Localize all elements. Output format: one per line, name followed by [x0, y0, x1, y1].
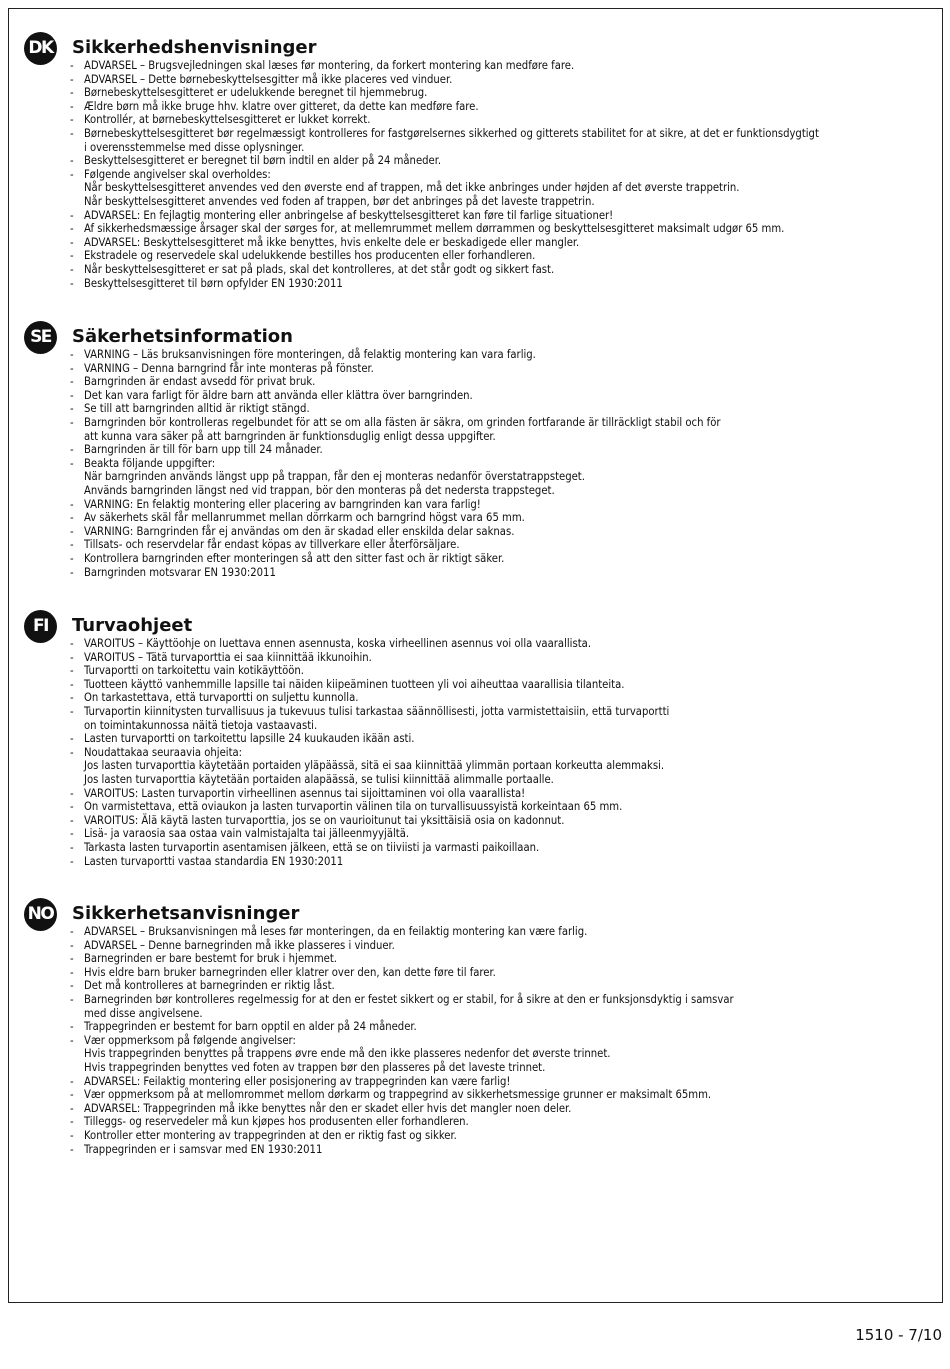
list-item: [24, 416, 929, 430]
list-item: [24, 827, 929, 841]
safety-list: [24, 637, 929, 868]
list-item-text: ADVARSEL: Beskyttelsesgitteret må ikke benyttes, hvis enkelte dele er beskadigede eller mangler.: [84, 235, 580, 249]
section-fi: [24, 610, 929, 868]
list-item: [24, 678, 929, 692]
bullet-dash: -: [70, 551, 74, 565]
list-item-text: Hvis trappegrinden benyttes på trappens øvre ende må den ikke plasseres nedenfor det øverste trinnet.: [84, 1047, 611, 1061]
list-item-text: Jos lasten turvaporttia käytetään portaiden yläpäässä, sitä ei saa kiinnittää ylimmän portaan korkeutta alemmaksi.: [84, 759, 665, 773]
list-item: [24, 664, 929, 678]
safety-list: [24, 925, 929, 1156]
bullet-dash: -: [70, 154, 74, 168]
list-item-text: Trappegrinden er i samsvar med EN 1930:2011: [84, 1142, 323, 1156]
list-item-text: Tarkasta lasten turvaportin asentamisen jälkeen, että se on tiiviisti ja varmasti paikoillaan.: [84, 840, 540, 854]
list-item: [24, 566, 929, 580]
list-item-text: Barngrinden är till för barn upp till 24 månader.: [84, 443, 323, 457]
list-item: [24, 1143, 929, 1157]
list-item: [24, 651, 929, 665]
list-item-text: Används barngrinden längst ned vid trappan, bör den monteras på det nedersta trappsteget.: [84, 483, 555, 497]
list-item: [24, 966, 929, 980]
list-item: [24, 362, 929, 376]
list-item-text: Af sikkerhedsmæssige årsager skal der sørges for, at mellemrummet mellem dørrammen og beskyttelsesgitteret maksimalt udgør 65 mm.: [84, 222, 785, 236]
bullet-dash: -: [70, 786, 74, 800]
bullet-dash: -: [70, 524, 74, 538]
list-item: [24, 525, 929, 539]
list-item-text: VAROITUS – Tätä turvaporttia ei saa kiinnittää ikkunoihin.: [84, 650, 372, 664]
safety-list: [24, 59, 929, 290]
list-item-text: Turvaportti on tarkoitettu vain kotikäyttöön.: [84, 664, 304, 678]
list-item-text: Barngrinden bör kontrolleras regelbundet för att se om alla fästen är säkra, om grinden fortfarande är tillräckligt stabil och för: [84, 415, 721, 429]
bullet-dash: -: [70, 827, 74, 841]
list-item-text: att kunna vara säker på att barngrinden är funktionsduglig enligt dessa uppgifter.: [84, 429, 496, 443]
bullet-dash: -: [70, 565, 74, 579]
list-item-text: Børnebeskyttelsesgitteret bør regelmæssigt kontrolleres for fastgørelsernes sikkerhed og gitterets stabilitet for at sikre, at det er funktionsdygtigt: [84, 126, 819, 140]
list-item-continuation: [24, 141, 929, 155]
list-item: [24, 1102, 929, 1116]
list-item-text: Barnegrinden er bare bestemt for bruk i hjemmet.: [84, 952, 337, 966]
list-item: [24, 73, 929, 87]
bullet-dash: -: [70, 745, 74, 759]
bullet-dash: -: [70, 126, 74, 140]
bullet-dash: -: [70, 691, 74, 705]
list-item: [24, 952, 929, 966]
list-item: [24, 375, 929, 389]
list-item: [24, 538, 929, 552]
list-item: [24, 263, 929, 277]
list-item: [24, 993, 929, 1007]
list-item-text: VARNING – Läs bruksanvisningen före monteringen, då felaktig montering kan vara farlig.: [84, 348, 536, 361]
list-item-text: i overensstemmelse med disse oplysninger.: [84, 140, 305, 154]
bullet-dash: -: [70, 538, 74, 552]
bullet-dash: -: [70, 113, 74, 127]
list-item-text: Kontrollér, at børnebeskyttelsesgitteret er lukket korrekt.: [84, 113, 371, 127]
list-item-continuation: [24, 195, 929, 209]
bullet-dash: -: [70, 1115, 74, 1129]
bullet-dash: -: [70, 99, 74, 113]
bullet-dash: -: [70, 992, 74, 1006]
bullet-dash: -: [70, 262, 74, 276]
bullet-dash: -: [70, 650, 74, 664]
list-item: [24, 979, 929, 993]
bullet-dash: -: [70, 1033, 74, 1047]
list-item: [24, 637, 929, 651]
list-item: [24, 222, 929, 236]
list-item: [24, 127, 929, 141]
list-item-text: Ældre børn må ikke bruge hhv. klatre over gitteret, da dette kan medføre fare.: [84, 99, 479, 113]
bullet-dash: -: [70, 235, 74, 249]
list-item-text: Trappegrinden er bestemt for barn opptil en alder på 24 måneder.: [84, 1020, 417, 1034]
bullet-dash: -: [70, 965, 74, 979]
bullet-dash: -: [70, 361, 74, 375]
bullet-dash: -: [70, 1128, 74, 1142]
list-item-continuation: [24, 1047, 929, 1061]
list-item: [24, 498, 929, 512]
list-item: [24, 552, 929, 566]
bullet-dash: -: [70, 732, 74, 746]
list-item: [24, 841, 929, 855]
list-item-text: ADVARSEL – Bruksanvisningen må leses før monteringen, da en feilaktig montering kan være farlig.: [84, 925, 588, 938]
list-item-text: Lasten turvaportti on tarkoitettu lapsille 24 kuukauden ikään asti.: [84, 732, 415, 746]
list-item-text: Barnegrinden bør kontrolleres regelmessig for at den er festet sikkert og er stabil, for å sikre at den er funksjonsdyktig i samsvar: [84, 992, 734, 1006]
list-item-text: Beskyttelsesgitteret til børn opfylder EN 1930:2011: [84, 276, 343, 290]
list-item-continuation: [24, 1061, 929, 1075]
bullet-dash: -: [70, 854, 74, 868]
section-title: Sikkerhedshenvisninger: [72, 37, 317, 58]
list-item-text: Tilleggs- og reservedeler må kun kjøpes hos produsenten eller forhandleren.: [84, 1115, 469, 1129]
list-item-text: VARNING – Denna barngrind får inte monteras på fönster.: [84, 361, 374, 375]
bullet-dash: -: [70, 443, 74, 457]
bullet-dash: -: [70, 677, 74, 691]
bullet-dash: -: [70, 704, 74, 718]
bullet-dash: -: [70, 222, 74, 236]
list-item-text: Ekstradele og reservedele skal udelukkende bestilles hos producenten eller forhandleren.: [84, 249, 536, 263]
list-item-text: Av säkerhets skäl får mellanrummet mellan dörrkarm och barngrind högst vara 65 mm.: [84, 511, 525, 525]
list-item-text: ADVARSEL: Feilaktig montering eller posisjonering av trappegrinden kan være farlig!: [84, 1074, 511, 1088]
list-item: [24, 168, 929, 182]
list-item-text: VARNING: Barngrinden får ej användas om den är skadad eller enskilda delar saknas.: [84, 524, 515, 538]
language-badge: FI: [24, 610, 57, 643]
bullet-dash: -: [70, 1020, 74, 1034]
list-item: [24, 855, 929, 869]
bullet-dash: -: [70, 208, 74, 222]
bullet-dash: -: [70, 637, 74, 650]
list-item-text: Beskyttelsesgitteret er beregnet til børn indtil en alder på 24 måneder.: [84, 154, 442, 168]
list-item-text: Lisä- ja varaosia saa ostaa vain valmistajalta tai jälleenmyyjältä.: [84, 827, 410, 841]
list-item: [24, 154, 929, 168]
language-badge: DK: [24, 32, 57, 65]
list-item-text: VARNING: En felaktig montering eller placering av barngrinden kan vara farlig!: [84, 497, 481, 511]
bullet-dash: -: [70, 348, 74, 361]
section-dk: [24, 32, 929, 290]
list-item-text: Jos lasten turvaporttia käytetään portaiden alapäässä, se tulisi kiinnittää alimmalle portaalle.: [84, 772, 554, 786]
list-item: [24, 236, 929, 250]
language-badge: SE: [24, 321, 57, 354]
list-item-text: När barngrinden används längst upp på trappan, får den ej monteras nedanför överstatrappsteget.: [84, 470, 585, 484]
bullet-dash: -: [70, 59, 74, 72]
bullet-dash: -: [70, 276, 74, 290]
list-item-text: Vær oppmerksom på at mellomrommet mellom dørkarm og trappegrind av sikkerhetsmessige grunner er maksimalt 65mm.: [84, 1088, 712, 1102]
list-item: [24, 939, 929, 953]
list-item-text: Barngrinden motsvarar EN 1930:2011: [84, 565, 276, 579]
list-item-continuation: [24, 1007, 929, 1021]
list-item-continuation: [24, 484, 929, 498]
list-item-text: on toimintakunnossa näitä tietoja vastaavasti.: [84, 718, 318, 732]
bullet-dash: -: [70, 1074, 74, 1088]
list-item-continuation: [24, 470, 929, 484]
bullet-dash: -: [70, 1142, 74, 1156]
section-title: Sikkerhetsanvisninger: [72, 903, 300, 924]
list-item-text: On tarkastettava, että turvaportti on suljettu kunnolla.: [84, 691, 359, 705]
list-item: [24, 1075, 929, 1089]
list-item-continuation: [24, 719, 929, 733]
list-item-continuation: [24, 773, 929, 787]
list-item-text: Følgende angivelser skal overholdes:: [84, 167, 271, 181]
list-item: [24, 113, 929, 127]
list-item: [24, 1020, 929, 1034]
list-item-text: VAROITUS: Lasten turvaportin virheellinen asennus tai sijoittaminen voi olla vaarallista!: [84, 786, 526, 800]
list-item-text: Vær oppmerksom på følgende angivelser:: [84, 1033, 296, 1047]
list-item: [24, 787, 929, 801]
list-item-text: Når beskyttelsesgitteret anvendes ved den øverste end af trappen, må det ikke anbringes under højden af det øverste trappetrin.: [84, 181, 740, 195]
bullet-dash: -: [70, 664, 74, 678]
list-item-text: Se till att barngrinden alltid är riktigt stängd.: [84, 402, 310, 416]
page-number: 1510 - 7/10: [855, 1326, 942, 1344]
list-item: [24, 209, 929, 223]
bullet-dash: -: [70, 511, 74, 525]
language-badge: NO: [24, 898, 57, 931]
list-item: [24, 925, 929, 939]
list-item: [24, 100, 929, 114]
bullet-dash: -: [70, 840, 74, 854]
list-item: [24, 402, 929, 416]
list-item-text: Hvis eldre barn bruker barnegrinden eller klatrer over den, kan dette føre til farer.: [84, 965, 496, 979]
bullet-dash: -: [70, 952, 74, 966]
list-item: [24, 389, 929, 403]
list-item: [24, 691, 929, 705]
list-item-text: Barngrinden är endast avsedd för privat bruk.: [84, 375, 316, 389]
list-item-text: Hvis trappegrinden benyttes ved foten av trappen bør den plasseres på det laveste trinnet.: [84, 1060, 546, 1074]
list-item: [24, 277, 929, 291]
section-title: Säkerhetsinformation: [72, 326, 293, 347]
bullet-dash: -: [70, 375, 74, 389]
list-item-text: On varmistettava, että oviaukon ja lasten turvaportin välinen tila on turvallisuussyistä korkeintaan 65 mm.: [84, 800, 623, 814]
bullet-dash: -: [70, 388, 74, 402]
list-item: [24, 511, 929, 525]
list-item-text: Børnebeskyttelsesgitteret er udelukkende beregnet til hjemmebrug.: [84, 86, 428, 100]
bullet-dash: -: [70, 456, 74, 470]
list-item-text: med disse angivelsene.: [84, 1006, 203, 1020]
section-se: [24, 321, 929, 579]
list-item: [24, 59, 929, 73]
list-item-text: Turvaportin kiinnitysten turvallisuus ja tukevuus tulisi tarkastaa säännöllisesti, jotta varmistettaisiin, että turvaportti: [84, 704, 670, 718]
list-item: [24, 1129, 929, 1143]
list-item-text: Kontroller etter montering av trappegrinden at den er riktig fast og sikker.: [84, 1128, 457, 1142]
list-item-text: ADVARSEL – Dette børnebeskyttelsesgitter må ikke placeres ved vinduer.: [84, 72, 453, 86]
section-no: [24, 898, 929, 1156]
bullet-dash: -: [70, 813, 74, 827]
bullet-dash: -: [70, 938, 74, 952]
list-item-text: Beakta följande uppgifter:: [84, 456, 216, 470]
list-item-text: Lasten turvaportti vastaa standardia EN 1930:2011: [84, 854, 344, 868]
list-item-continuation: [24, 759, 929, 773]
bullet-dash: -: [70, 415, 74, 429]
list-item-text: Tuotteen käyttö vanhemmille lapsille tai näiden kiipeäminen tuotteen yli voi aiheuttaa vaarallisia tilanteita.: [84, 677, 625, 691]
list-item-text: VAROITUS: Älä käytä lasten turvaporttia, jos se on vaurioitunut tai yksittäisiä osia on kadonnut.: [84, 813, 565, 827]
bullet-dash: -: [70, 86, 74, 100]
bullet-dash: -: [70, 979, 74, 993]
list-item: [24, 86, 929, 100]
list-item-text: Det kan vara farligt för äldre barn att använda eller klättra över barngrinden.: [84, 388, 473, 402]
list-item-text: Det må kontrolleres at barnegrinden er riktig låst.: [84, 979, 335, 993]
list-item-text: ADVARSEL – Denne barnegrinden må ikke plasseres i vinduer.: [84, 938, 395, 952]
list-item: [24, 814, 929, 828]
list-item: [24, 1088, 929, 1102]
list-item: [24, 249, 929, 263]
list-item: [24, 746, 929, 760]
list-item-text: Når beskyttelsesgitteret anvendes ved foden af trappen, bør det anbringes på det laveste trappetrin.: [84, 194, 595, 208]
list-item-continuation: [24, 181, 929, 195]
list-item-text: VAROITUS – Käyttöohje on luettava ennen asennusta, koska virheellinen asennus voi olla vaarallista.: [84, 637, 592, 650]
list-item-text: Tillsats- och reservdelar får endast köpas av tillverkare eller återförsäljare.: [84, 538, 460, 552]
bullet-dash: -: [70, 72, 74, 86]
bullet-dash: -: [70, 800, 74, 814]
list-item: [24, 732, 929, 746]
list-item: [24, 1115, 929, 1129]
bullet-dash: -: [70, 497, 74, 511]
list-item: [24, 457, 929, 471]
list-item-text: Kontrollera barngrinden efter monteringen så att den sitter fast och är riktigt säker.: [84, 551, 505, 565]
list-item-text: ADVARSEL – Brugsvejledningen skal læses før montering, da forkert montering kan medføre fare.: [84, 59, 575, 72]
list-item: [24, 705, 929, 719]
list-item: [24, 1034, 929, 1048]
list-item: [24, 348, 929, 362]
bullet-dash: -: [70, 925, 74, 938]
bullet-dash: -: [70, 249, 74, 263]
list-item-text: ADVARSEL: En fejlagtig montering eller anbringelse af beskyttelsesgitteret kan føre til farlige situationer!: [84, 208, 614, 222]
list-item-text: ADVARSEL: Trappegrinden må ikke benyttes når den er skadet eller hvis det mangler noen deler.: [84, 1101, 572, 1115]
list-item: [24, 443, 929, 457]
bullet-dash: -: [70, 1101, 74, 1115]
list-item-continuation: [24, 430, 929, 444]
section-title: Turvaohjeet: [72, 615, 193, 636]
bullet-dash: -: [70, 167, 74, 181]
bullet-dash: -: [70, 402, 74, 416]
safety-list: [24, 348, 929, 579]
list-item-text: Når beskyttelsesgitteret er sat på plads, skal det kontrolleres, at det står godt og sikkert fast.: [84, 262, 555, 276]
list-item: [24, 800, 929, 814]
list-item-text: Noudattakaa seuraavia ohjeita:: [84, 745, 243, 759]
bullet-dash: -: [70, 1088, 74, 1102]
